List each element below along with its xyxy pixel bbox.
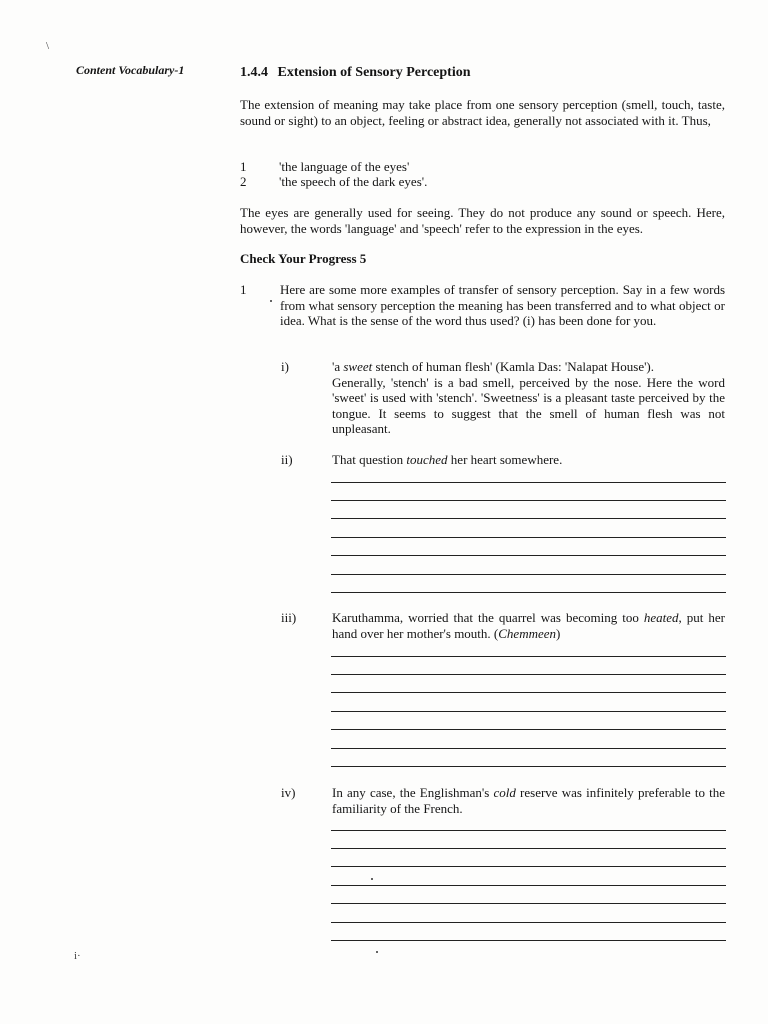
- answer-line[interactable]: [331, 748, 726, 749]
- answer-line[interactable]: [331, 903, 726, 904]
- item-prompt: [332, 785, 725, 816]
- item-number: iii): [281, 610, 297, 625]
- item-text: reserve was infinitely preferable to the familiarity of the French.: [332, 785, 725, 816]
- item-text: , put her hand over her mother's mouth. (: [332, 610, 725, 641]
- example-line: [240, 159, 409, 175]
- item-text: stench of human flesh' (Kamla Das: 'Nalapat House').: [372, 359, 655, 374]
- answer-line[interactable]: [331, 555, 726, 556]
- item-prompt: [332, 452, 725, 468]
- running-header: Content Vocabulary-1: [76, 63, 185, 77]
- section-title: Extension of Sensory Perception: [277, 65, 471, 80]
- item-text: In any case, the Englishman's: [332, 785, 494, 800]
- example-number: 1: [240, 159, 247, 174]
- scan-speck: [270, 300, 272, 302]
- answer-line[interactable]: [331, 940, 726, 941]
- item-number: ii): [281, 452, 293, 467]
- item-text: Karuthamma, worried that the quarrel was becoming too: [332, 610, 644, 625]
- scan-speck: [371, 878, 373, 880]
- item-emphasis: cold: [493, 785, 516, 800]
- example-text: 'the language of the eyes': [279, 159, 410, 174]
- scan-speck: [376, 951, 378, 953]
- answer-line[interactable]: [331, 692, 726, 693]
- section-number: 1.4.4: [240, 65, 268, 80]
- question-text: Here are some more examples of transfer of sensory perception. Say in a few words from what sensory perception the meaning has been transferred and to what object or idea. What is the sense of the word thus used? (i) has been done for you.: [280, 282, 725, 328]
- section-heading: [240, 65, 471, 81]
- answer-line[interactable]: [331, 500, 726, 501]
- item-prompt: [332, 610, 725, 641]
- item-emphasis: Chemmeen: [498, 625, 557, 641]
- question-number: 1: [240, 282, 247, 297]
- answer-line[interactable]: [331, 866, 726, 867]
- answer-line[interactable]: [331, 537, 726, 538]
- answer-line[interactable]: [331, 848, 726, 849]
- item-emphasis: touched: [406, 452, 448, 467]
- answer-line[interactable]: [331, 574, 726, 575]
- answer-line[interactable]: [331, 729, 726, 730]
- item-number: iv): [281, 785, 296, 800]
- explanation-paragraph: The eyes are generally used for seeing. They do not produce any sound or speech. Here, however, the words 'language' and 'speech' refer to the expression in the eyes.: [240, 205, 725, 236]
- scan-mark: \: [46, 40, 50, 52]
- answer-line[interactable]: [331, 830, 726, 831]
- answer-line[interactable]: [331, 711, 726, 712]
- item-number: i): [281, 359, 289, 374]
- item-text: 'a: [332, 359, 344, 374]
- scan-mark: i·: [74, 950, 81, 962]
- answer-line[interactable]: [331, 482, 726, 483]
- item-emphasis: sweet: [343, 359, 373, 374]
- answer-line[interactable]: [331, 766, 726, 767]
- item-emphasis: heated: [643, 610, 679, 625]
- answer-line[interactable]: [331, 674, 726, 675]
- item-text: That question: [332, 452, 407, 467]
- answer-line[interactable]: [331, 592, 726, 593]
- example-line: [240, 174, 427, 190]
- item-prompt: [332, 359, 725, 437]
- answer-line[interactable]: [331, 656, 726, 657]
- answer-line[interactable]: [331, 518, 726, 519]
- example-number: 2: [240, 174, 247, 189]
- item-text: ): [556, 625, 561, 641]
- example-text: 'the speech of the dark eyes'.: [279, 174, 428, 189]
- progress-heading: Check Your Progress 5: [240, 251, 367, 266]
- item-text: her heart somewhere.: [447, 452, 563, 467]
- item-sample-answer: Generally, 'stench' is a bad smell, perceived by the nose. Here the word 'sweet' is used with 'stench'. 'Sweetness' is a pleasant taste perceived by the tongue. It seems to suggest that the smell of human flesh was not unpleasant.: [332, 374, 725, 436]
- answer-line[interactable]: [331, 922, 726, 923]
- intro-paragraph: The extension of meaning may take place from one sensory perception (smell, touch, taste, sound or sight) to an object, feeling or abstract idea, generally not associated with it. Thus,: [240, 97, 725, 128]
- answer-line[interactable]: [331, 885, 726, 886]
